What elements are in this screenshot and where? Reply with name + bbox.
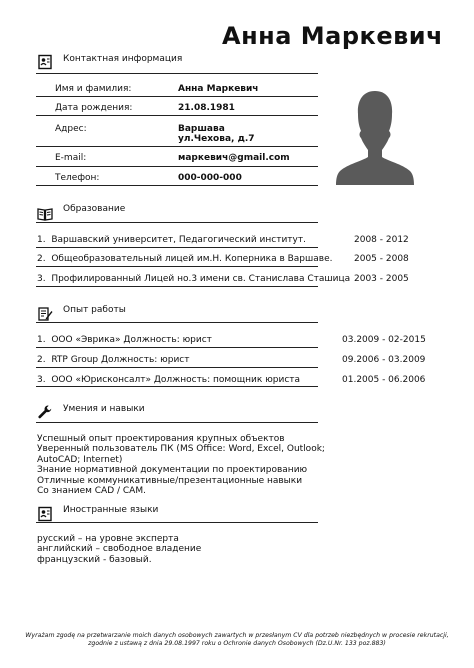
languages-section-title: Иностранные языки [63,505,159,515]
skills-text [37,434,325,496]
education-item: 1. Варшавский университет, Педагогический институт. [37,235,306,245]
skills-line: Отличные коммуникативные/презентационные навыки [37,475,303,486]
language-line: французский - базовый. [37,554,152,565]
experience-date: 03.2009 - 02-2015 [342,335,426,345]
divider [36,166,318,167]
education-section-title: Образование [63,204,126,214]
contact-value-phone: 000-000-000 [178,173,242,183]
experience-date: 09.2006 - 03.2009 [342,355,426,365]
education-date: 2005 - 2008 [354,254,409,264]
divider [36,222,318,223]
experience-item: 1. ООО «Эврика» Должность: юрист [37,335,212,345]
skills-section-title: Умения и навыки [63,404,145,414]
consent-line-2: zgodnie z ustawą z dnia 29.08.1997 roku o Ochronie danych Osobowych (Dz.U.Nr. 133 poz.883) [88,640,386,647]
person-silhouette-icon [334,83,416,185]
candidate-name: Анна Маркевич [222,22,444,50]
skills-line: AutoCAD; Internet) [37,454,123,465]
wrench-icon [37,404,53,420]
experience-section-title: Опыт работы [63,305,126,315]
divider [36,185,318,186]
contact-value-email: маркевич@gmail.com [178,153,290,163]
experience-item: 2. RTP Group Должность: юрист [37,355,190,365]
notepad-pen-icon [37,306,53,322]
contact-section-title: Контактная информация [63,54,183,64]
skills-line: Знание нормативной документации по проектированию [37,465,308,476]
id-card-icon [37,506,53,522]
divider [36,96,318,97]
consent-clause [20,632,454,648]
experience-date: 01.2005 - 06.2006 [342,375,426,385]
divider [36,286,318,287]
divider [36,115,318,116]
education-date: 2003 - 2005 [354,274,409,284]
contact-value-address-street: ул.Чехова, д.7 [178,134,255,144]
contact-value-address-city: Варшава [178,124,225,134]
divider [36,247,318,248]
contact-label-email: E-mail: [55,153,87,163]
contact-card-icon [37,54,53,70]
contact-label-birthdate: Дата рождения: [55,103,133,113]
language-line: русский – на уровне эксперта [37,534,179,544]
contact-value-birthdate: 21.08.1981 [178,103,235,113]
education-date: 2008 - 2012 [354,235,409,245]
contact-value-name: Анна Маркевич [178,84,259,94]
skills-line: Успешный опыт проектирования крупных объектов [37,434,285,444]
experience-item: 3. ООО «Юрисконсалт» Должность: помощник юриста [37,375,301,385]
divider [36,367,318,368]
divider [36,347,318,348]
contact-label-address: Адрес: [55,124,87,134]
education-item: 2. Общеобразовательный лицей им.Н. Коперника в Варшаве. [37,254,333,264]
divider [36,522,318,523]
book-icon [37,206,53,222]
divider [36,146,318,147]
divider [36,422,318,423]
languages-text [37,534,201,565]
consent-line-1: Wyrażam zgodę na przetwarzanie moich danych osobowych zawartych w przesłanym CV dla potrzeb niezbędnych w procesie rekrutacji, [25,632,449,639]
skills-line: Уверенный пользователь ПК (MS Office: Word, Excel, Outlook; [37,444,325,455]
skills-line: Со знанием CAD / CAM. [37,486,146,497]
divider [36,266,318,267]
divider [36,322,318,323]
contact-label-name: Имя и фамилия: [55,84,132,94]
contact-label-phone: Телефон: [55,173,100,183]
education-item: 3. Профилированный Лицей но.3 имени св. Станислава Сташица [37,274,351,284]
language-line: английский – свободное владение [37,544,202,555]
divider [36,386,318,387]
divider [36,73,318,74]
